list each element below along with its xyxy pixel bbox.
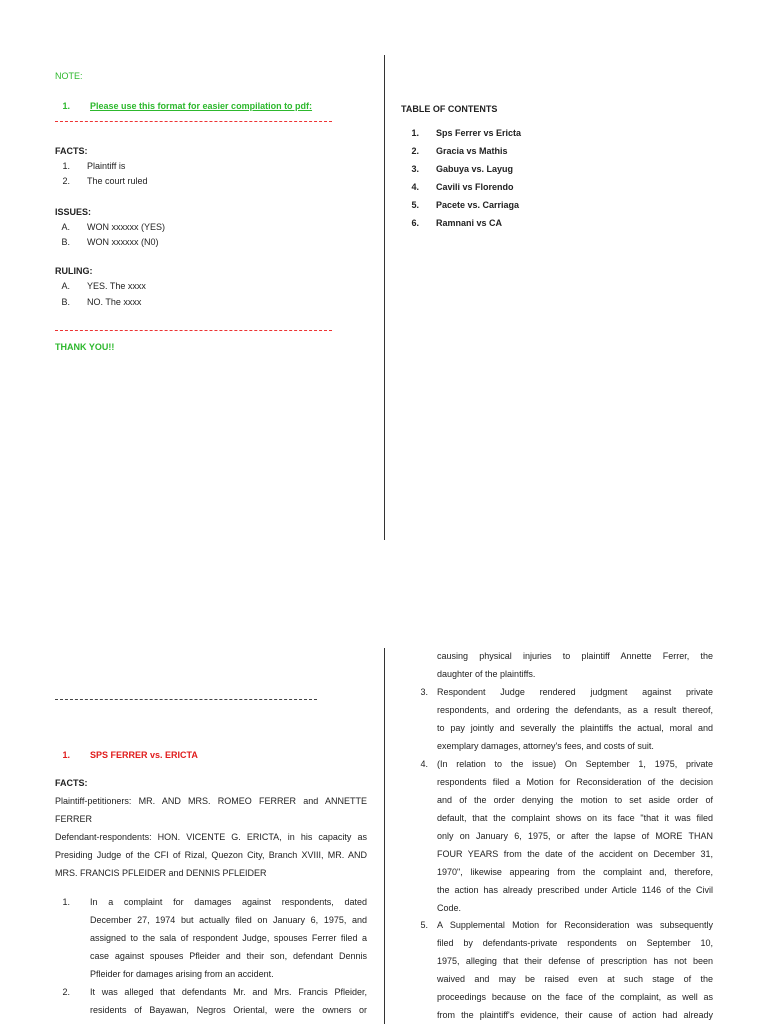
list-number: 1. [62, 161, 70, 171]
paragraph-line: assigned to the sala of respondent Judge, spouses Ferrer filed a [90, 933, 367, 943]
toc-title: TABLE OF CONTENTS [401, 104, 498, 114]
list-number: A. [61, 222, 70, 232]
paragraph-line: Pfleider for damages arising from an accident. [90, 969, 274, 979]
list-number: 4. [411, 182, 419, 192]
paragraph-line: and of the order denying the motion to set aside order of [437, 795, 713, 805]
thank-you-text: THANK YOU!! [55, 342, 115, 352]
list-text: Pacete vs. Carriaga [436, 200, 520, 210]
column-divider [384, 55, 385, 540]
paragraph-line: respondents, and ordering the defendants, as a result thereof, [437, 705, 713, 715]
divider-red [55, 330, 332, 331]
list-text: Ramnani vs CA [436, 218, 503, 228]
column-divider [384, 648, 385, 1024]
facts-item-5 [437, 916, 713, 1024]
list-text: Gracia vs Mathis [436, 146, 508, 156]
paragraph-line: respondents filed a Motion for Reconsideration of the decision [437, 777, 713, 787]
paragraph-line: proceedings because on the face of the complaint, as well as [437, 992, 713, 1002]
list-text: WON xxxxxx (N0) [87, 237, 159, 247]
paragraph-line: FOUR YEARS from the date of the accident on December 31, [437, 849, 713, 859]
paragraph-line: Presiding Judge of the CFI of Rizal, Quezon City, Branch XVIII, MR. AND [55, 850, 367, 860]
paragraph-line: Plaintiff-petitioners: MR. AND MRS. ROMEO FERRER and ANNETTE [55, 796, 367, 806]
list-number: A. [61, 281, 70, 291]
paragraph-line: Defendant-respondents: HON. VICENTE G. ERICTA, in his capacity as [55, 832, 367, 842]
paragraph-line: default, that the complaint shows on its face "that it was filed [437, 813, 713, 823]
ruling-heading: RULING: [55, 266, 93, 276]
list-number: B. [61, 297, 70, 307]
facts-heading: FACTS: [55, 146, 88, 156]
facts-item-3 [437, 683, 713, 755]
list-number: 5. [411, 200, 419, 210]
paragraph-line: the action has already prescribed under Article 1146 of the Civil [437, 885, 713, 895]
list-number: B. [61, 237, 70, 247]
list-text: WON xxxxxx (YES) [87, 222, 165, 232]
list-text: Cavili vs Florendo [436, 182, 514, 192]
paragraph-line: from the plaintiff's evidence, their cause of action had already [437, 1010, 713, 1020]
paragraph-line: (In relation to the issue) On September 1, 1975, private [437, 759, 713, 769]
paragraph-line: In a complaint for damages against respondents, dated [90, 897, 367, 907]
note-item-text: Please use this format for easier compilation to pdf: [90, 101, 313, 111]
list-text: Sps Ferrer vs Ericta [436, 128, 522, 138]
divider-dark [55, 699, 317, 700]
paragraph-line: Code. [437, 903, 462, 913]
facts-item-4 [437, 755, 713, 917]
paragraph-line: MRS. FRANCIS PFLEIDER and DENNIS PFLEIDER [55, 868, 267, 878]
list-text: NO. The xxxx [87, 297, 142, 307]
list-number: 6. [411, 218, 419, 228]
paragraph-line: Respondent Judge rendered judgment against private [437, 687, 713, 697]
divider-red [55, 121, 332, 122]
paragraph-line: waived and may be raised even at such stage of the [437, 974, 713, 984]
paragraph-line: exemplary damages, attorney's fees, and costs of suit. [437, 741, 654, 751]
list-number: 2. [411, 146, 419, 156]
paragraph-line: 1975, alleging that their defense of prescription has not been [437, 956, 713, 966]
list-number: 3. [411, 164, 419, 174]
facts-heading: FACTS: [55, 778, 88, 788]
case-title: SPS FERRER vs. ERICTA [90, 750, 198, 760]
issues-heading: ISSUES: [55, 207, 92, 217]
paragraph-line: 1970", likewise appearing from the complaint and, therefore, [437, 867, 713, 877]
list-text: The court ruled [87, 176, 148, 186]
paragraph-line: FERRER [55, 814, 93, 824]
paragraph-line: residents of Bayawan, Negros Oriental, were the owners or [90, 1005, 367, 1015]
paragraph-line: A Supplemental Motion for Reconsideration was subsequently [437, 920, 713, 930]
parties-paragraph [55, 792, 367, 882]
list-text: YES. The xxxx [87, 281, 146, 291]
list-text: Gabuya vs. Layug [436, 164, 514, 174]
paragraph-line: December 27, 1974 but actually filed on January 6, 1975, and [90, 915, 367, 925]
note-label: NOTE: [55, 71, 83, 81]
list-text: Plaintiff is [87, 161, 126, 171]
paragraph-line: case against spouses Pfleider and their son, defendant Dennis [90, 951, 367, 961]
paragraph-line: causing physical injuries to plaintiff Annette Ferrer, the [437, 651, 713, 661]
list-number: 1. [411, 128, 419, 138]
continued-item [437, 647, 713, 683]
list-number: 2. [62, 176, 70, 186]
paragraph-line: daughter of the plaintiffs. [437, 669, 536, 679]
facts-item-2 [90, 983, 367, 1019]
paragraph-line: filed by defendants-private respondents on September 10, [437, 938, 713, 948]
paragraph-line: It was alleged that defendants Mr. and Mrs. Francis Pfleider, [90, 987, 367, 997]
paragraph-line: to pay jointly and severally the plaintiffs the actual, moral and [437, 723, 713, 733]
paragraph-line: only on January 6, 1975, or after the lapse of MORE THAN [437, 831, 713, 841]
facts-item-1 [90, 893, 367, 983]
